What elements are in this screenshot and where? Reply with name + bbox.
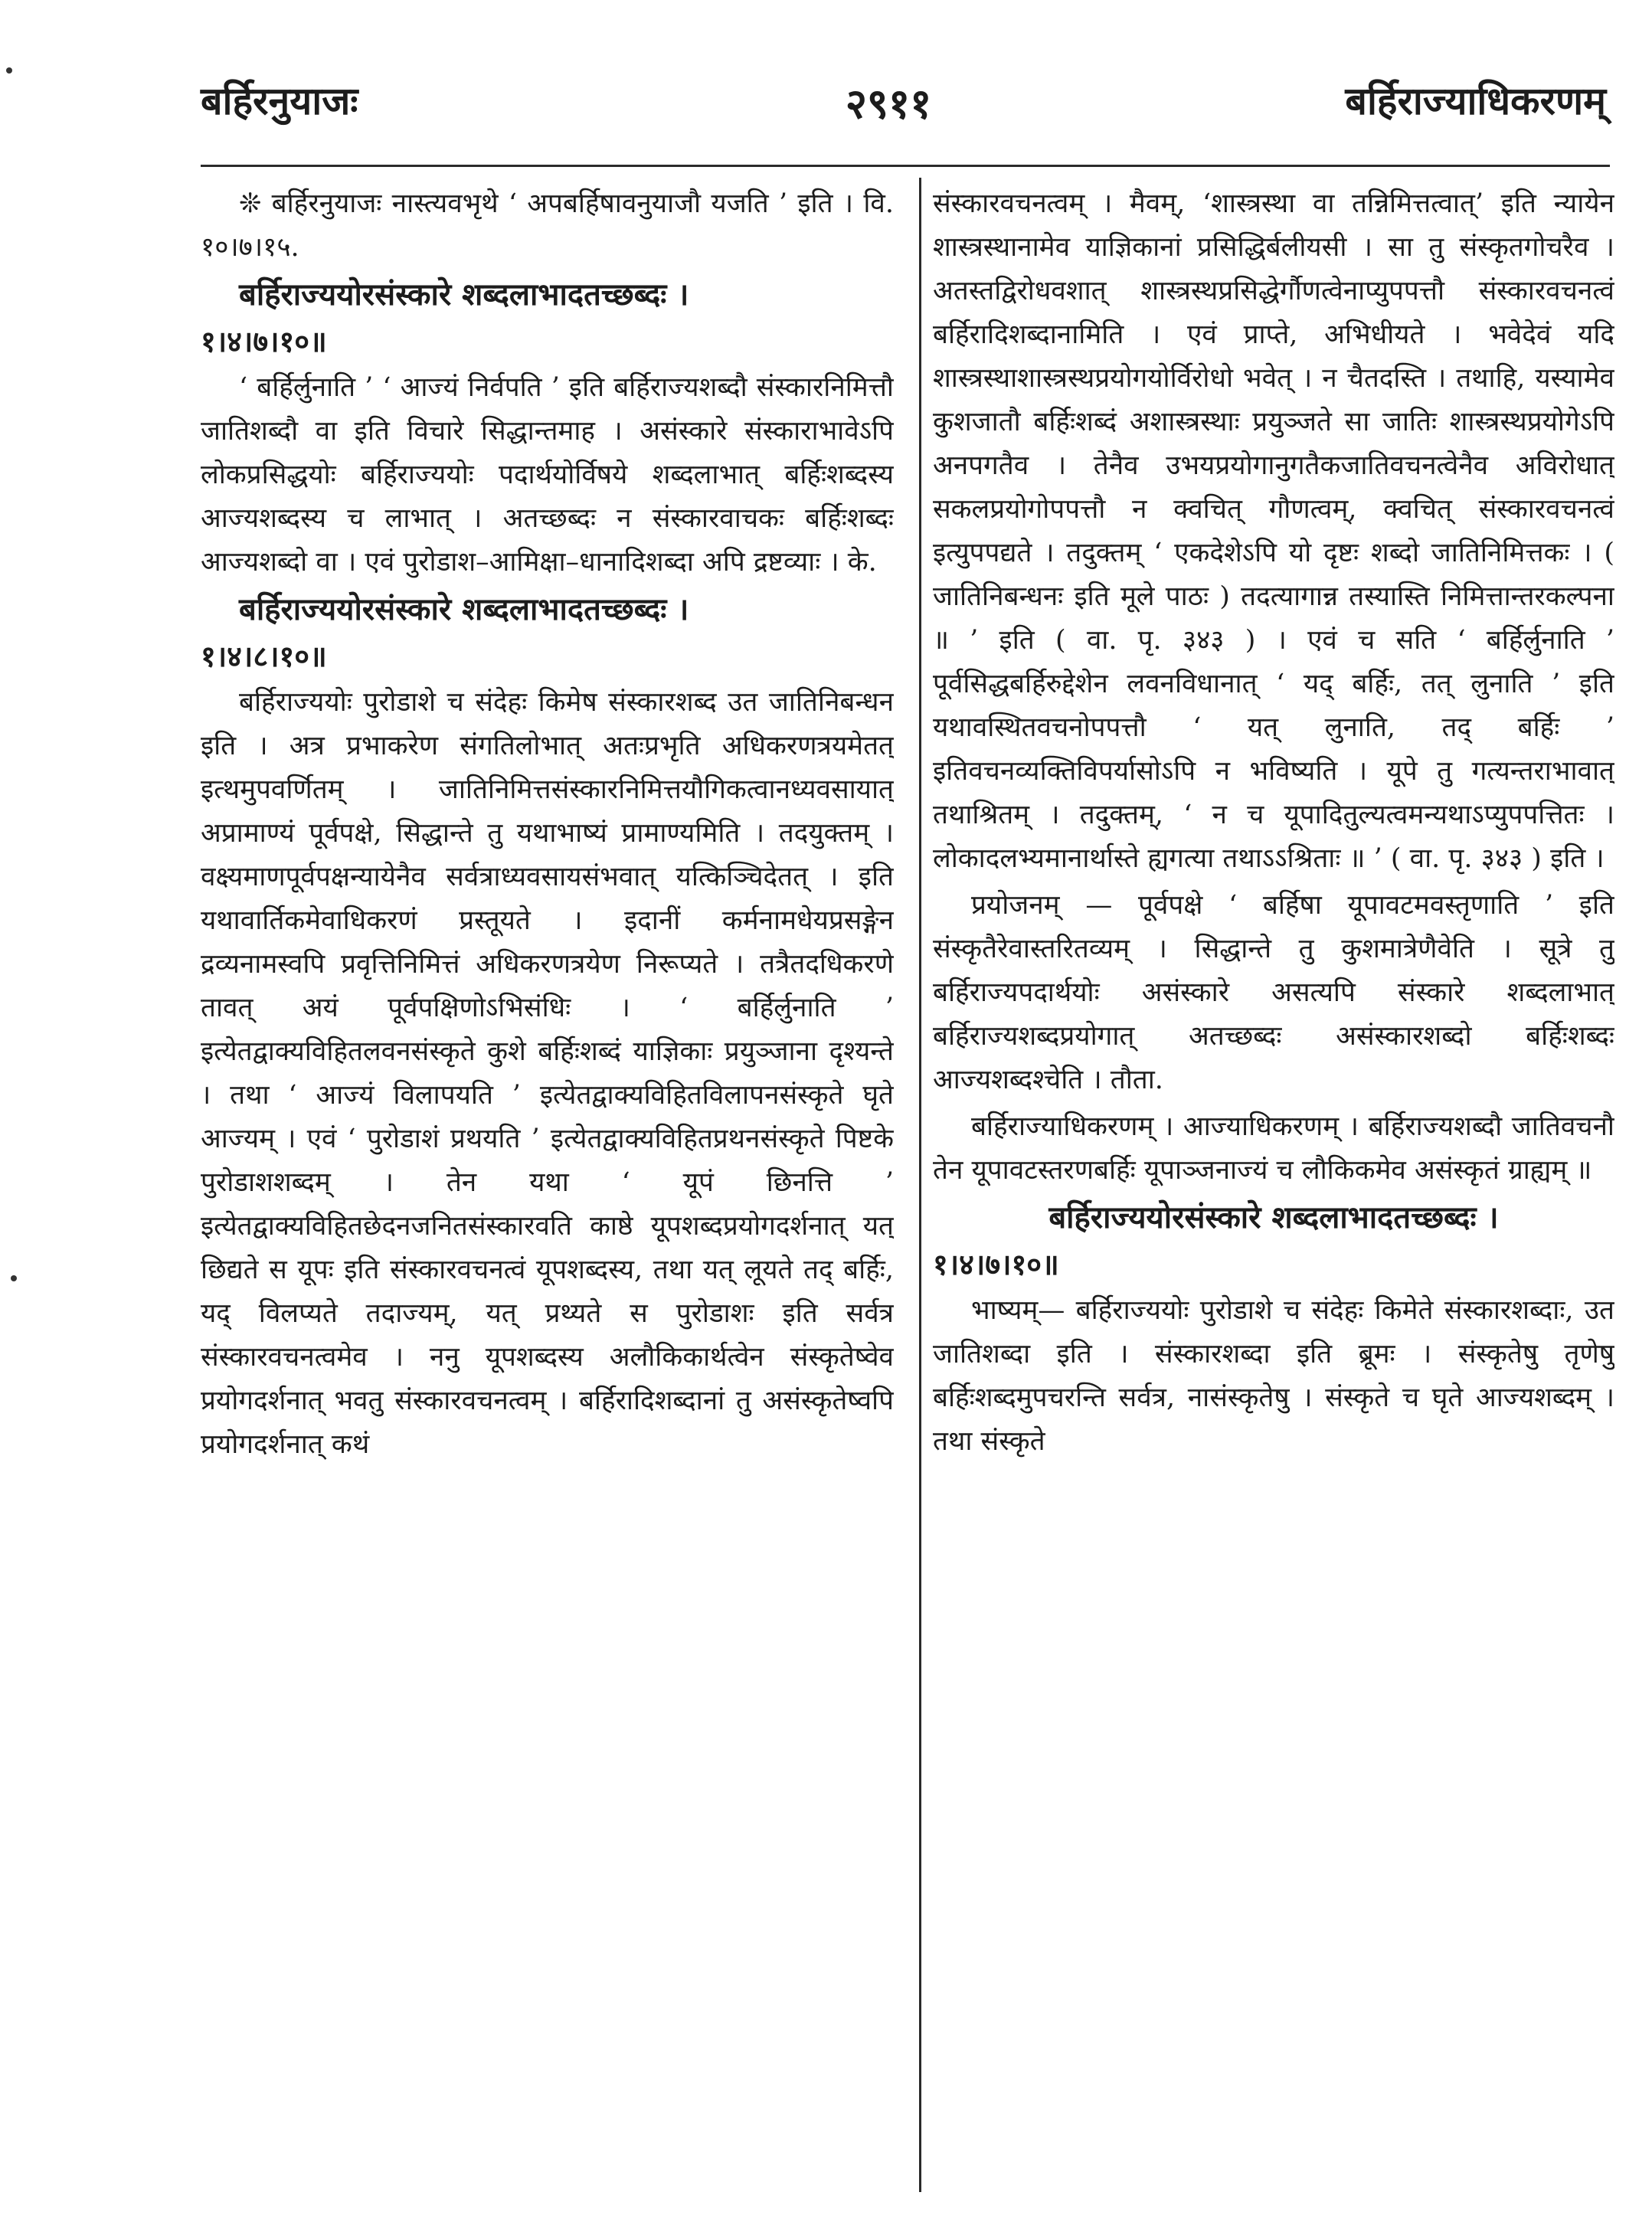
commentary-paragraph: ‘ बर्हिर्लुनाति ’ ‘ आज्यं निर्वपति ’ इति बर्हिराज्यशब्दौ संस्कारनिमित्तौ जातिशब्दौ वा इति विचारे सिद्धान्तमाह । असंस्कारे संस्काराभावेऽपि लोकप्रसिद्धयोः बर्हिराज्ययोः पदार्थयोर्विषये शब्दलाभात् बर्हिःशब्दस्य आज्यशब्दस्य च लाभात् । अतच्छब्दः न संस्कारवाचकः बर्हिःशब्दः आज्यशब्दो वा । एवं पुरोडाश–आमिक्षा–धानादिशब्दा अपि द्रष्टव्याः । के. [201,372,894,578]
running-head-left: बर्हिरनुयाजः [201,78,358,123]
sutra-number: १।४।८।१०॥ [201,639,327,673]
header-rule [201,165,1610,167]
sutra-heading: बर्हिराज्ययोरसंस्कारे शब्दलाभादतच्छब्दः । [239,276,689,312]
prayojanam-paragraph: प्रयोजनम् — पूर्वपक्षे ‘ बर्हिषा यूपावटमवस्तृणाति ’ इति संस्कृतैरेवास्तरितव्यम् । सिद्धान्ते तु कुशमात्रेणैवेति । सूत्रे तु बर्हिराज्यपदार्थयोः असंस्कारे असत्यपि संस्कारे शब्दलाभात् बर्हिराज्यशब्दप्रयोगात् अतच्छब्दः असंस्कारशब्दो बर्हिःशब्दः आज्यशब्दश्चेति । तौता. [933,890,1614,1095]
sutra-heading: बर्हिराज्ययोरसंस्कारे शब्दलाभादतच्छब्दः । [1048,1199,1499,1235]
commentary-paragraph: बर्हिराज्ययोः पुरोडाशे च संदेहः किमेष संस्कारशब्द उत जातिनिबन्धन इति । अत्र प्रभाकरेण संगतिलोभात् अतःप्रभृति अधिकरणत्रयमेतत् इत्थमुपवर्णितम् । जातिनिमित्तसंस्कारनिमित्तयौगिकत्वानध्यवसायात् अप्रामाण्यं पूर्वपक्षे, सिद्धान्ते तु यथाभाष्यं प्रामाण्यमिति । तदयुक्तम् । वक्ष्यमाणपूर्वपक्षन्यायेनैव सर्वत्राध्यवसायसंभवात् यत्किञ्चिदेतत् । इति यथावार्तिकमेवाधिकरणं प्रस्तूयते । इदानीं कर्मनामधेयप्रसङ्गेन द्रव्यनामस्वपि प्रवृत्तिनिमित्तं अधिकरणत्रयेण निरूप्यते । तत्रैतदधिकरणे तावत् अयं पूर्वपक्षिणोऽभिसंधिः । ‘ बर्हिर्लुनाति ’ इत्येतद्वाक्यविहितलवनसंस्कृते कुशे बर्हिःशब्दं याज्ञिकाः प्रयुञ्जाना दृश्यन्ते । तथा ‘ आज्यं विलापयति ’ इत्येतद्वाक्यविहितविलापनसंस्कृते घृते आज्यम् । एवं ‘ पुरोडाशं प्रथयति ’ इत्येतद्वाक्यविहितप्रथनसंस्कृते पिष्टके पुरोडाशशब्दम् । तेन यथा ‘ यूपं छिनत्ति ’ इत्येतद्वाक्यविहितछेदनजनितसंस्कारवति काष्ठे यूपशब्दप्रयोगदर्शनात् यत् छिद्यते स यूपः इति संस्कारवचनत्वं यूपशब्दस्य, तथा यत् लूयते तद् बर्हिः, यद् विलप्यते तदाज्यम्, यत् प्रथ्यते स पुरोडाशः इति सर्वत्र संस्कारवचनत्वमेव । ननु यूपशब्दस्य अलौकिकार्थत्वेन संस्कृतेष्वेव प्रयोगदर्शनात् भवतु संस्कारवचनत्वम् । बर्हिरादिशब्दानां तु असंस्कृतेष्वपि प्रयोगदर्शनात् कथं [201,687,894,1460]
scan-speck [6,67,12,74]
scan-speck [11,1275,17,1281]
adhikarana-summary: बर्हिराज्याधिकरणम् । आज्याधिकरणम् । बर्हिराज्यशब्दौ जातिवचनौ तेन यूपावटस्तरणबर्हिः यूपाञ्जनाज्यं च लौकिकमेव असंस्कृतं ग्राह्यम् ॥ [933,1111,1614,1186]
commentary-paragraph: संस्कारवचनत्वम् । मैवम्, ‘शास्त्रस्था वा तन्निमित्तत्वात्’ इति न्यायेन शास्त्रस्थानामेव याज्ञिकानां प्रसिद्धिर्बलीयसी । सा तु संस्कृतगोचरैव । अतस्तद्विरोधवशात् शास्त्रस्थप्रसिद्धेर्गौणत्वेनाप्युपपत्तौ संस्कारवचनत्वं बर्हिरादिशब्दानामिति । एवं प्राप्ते, अभिधीयते । भवेदेवं यदि शास्त्रस्थाशास्त्रस्थप्रयोगयोर्विरोधो भवेत् । न चैतदस्ति । तथाहि, यस्यामेव कुशजातौ बर्हिःशब्दं अशास्त्रस्थाः प्रयुञ्जते सा जातिः शास्त्रस्थप्रयोगेऽपि अनपगतैव । तेनैव उभयप्रयोगानुगतैकजातिवचनत्वेनैव अविरोधात् सकलप्रयोगोपपत्तौ न क्वचित् गौणत्वम्, क्वचित् संस्कारवचनत्वं इत्युपपद्यते । तदुक्तम् ‘ एकदेशेऽपि यो दृष्टः शब्दो जातिनिमित्तकः । ( जातिनिबन्धनः इति मूले पाठः ) तदत्यागान्न तस्यास्ति निमित्तान्तरकल्पना ॥ ’ इति ( वा. पृ. ३४३ ) । एवं च सति ‘ बर्हिर्लुनाति ’ पूर्वसिद्धबर्हिरुद्देशेन लवनविधानात् ‘ यद् बर्हिः, तत् लुनाति ’ इति यथावस्थितवचनोपपत्तौ ‘ यत् लुनाति, तद् बर्हिः ’ इतिवचनव्यक्तिविपर्यासोऽपि न भविष्यति । यूपे तु गत्यन्तराभावात् तथाश्रितम् । तदुक्तम्, ‘ न च यूपादितुल्यत्वमन्यथाऽप्युपपत्तितः । लोकादलभ्यमानार्थास्ते ह्यगत्या तथाऽऽश्रिताः ॥ ’ ( वा. पृ. ३४३ ) इति । [933,188,1614,874]
right-column [933,182,1614,2204]
bhashya-paragraph: भाष्यम्— बर्हिराज्ययोः पुरोडाशे च संदेहः किमेते संस्कारशब्दाः, उत जातिशब्दा इति । संस्कारशब्दा इति ब्रूमः । संस्कृतेषु तृणेषु बर्हिःशब्दमुपचरन्ति सर्वत्र, नासंस्कृतेषु । संस्कृते च घृते आज्यशब्दम् । तथा संस्कृते [933,1295,1614,1457]
column-divider [919,178,921,2192]
sutra-number: १।४।७।१०॥ [933,1247,1059,1281]
sutra-number: १।४।७।१०॥ [201,324,327,358]
entry-barhiranuyaja: ❊ बर्हिरनुयाजः नास्त्यवभृथे ‘ अपबर्हिषावनुयाजौ यजति ’ इति । वि. १०।७।१५. [201,188,894,263]
left-column [201,182,894,2204]
running-head-right: बर्हिराज्याधिकरणम् [1345,78,1606,123]
page-number: २९११ [845,79,932,128]
sutra-heading: बर्हिराज्ययोरसंस्कारे शब्दलाभादतच्छब्दः । [239,591,689,627]
